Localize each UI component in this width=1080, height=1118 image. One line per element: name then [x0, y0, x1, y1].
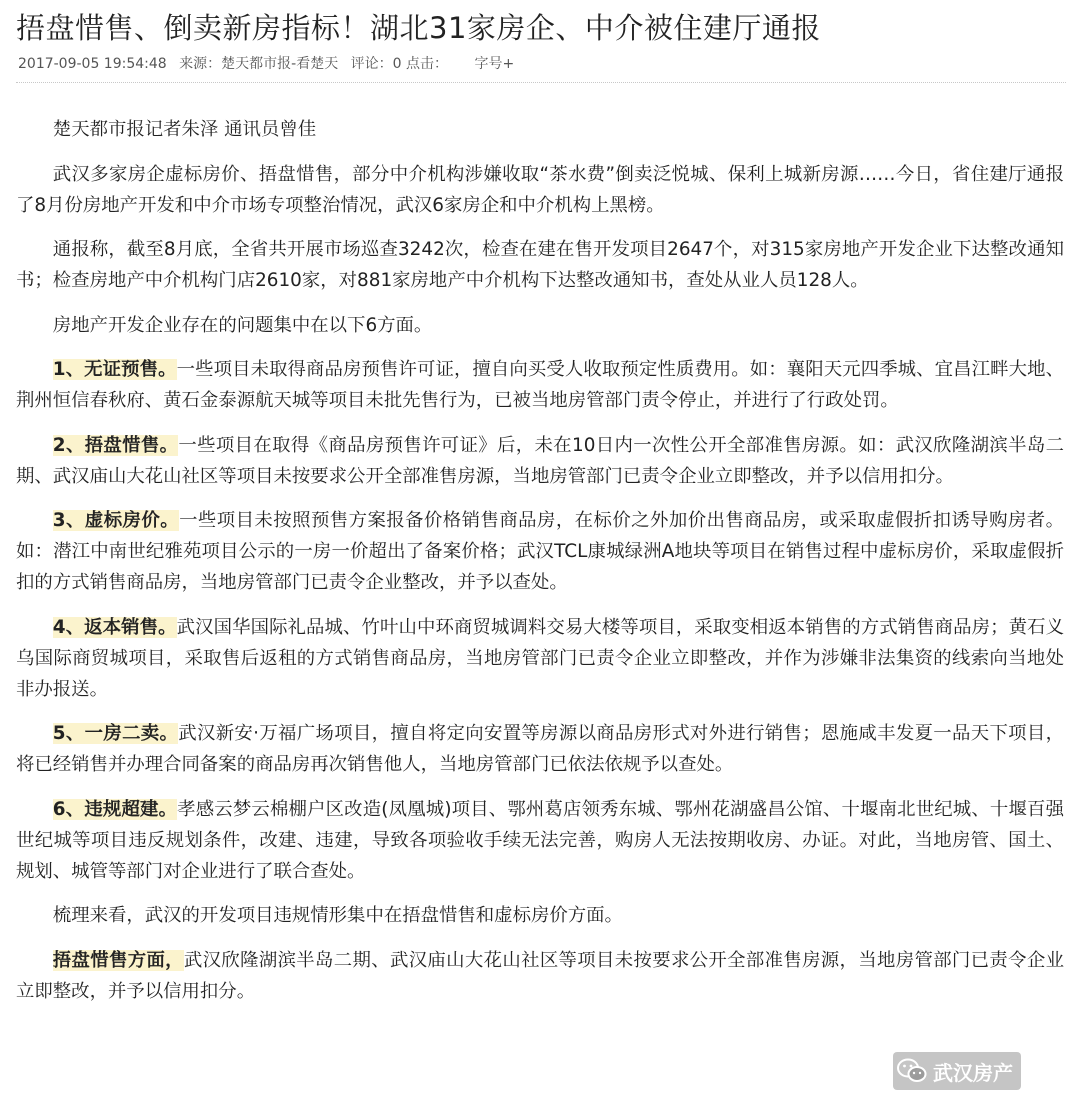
paragraph-issue-5: 5、一房二卖。武汉新安·万福广场项目，擅自将定向安置等房源以商品房形式对外进行销售；恩施咸丰发夏一品天下项目，将已经销售并办理合同备案的商品房再次销售他人，当地房管部门已依法依规予以查处。	[16, 723, 1065, 775]
paragraph-wuhan-summary: 梳理来看，武汉的开发项目违规情形集中在捂盘惜售和虚标房价方面。	[52, 905, 623, 926]
issue-heading: 捂盘惜售方面，	[52, 949, 184, 971]
font-size-button[interactable]: 字号+	[474, 56, 515, 72]
wechat-icon	[897, 1058, 927, 1084]
paragraph-issue-3: 3、虚标房价。一些项目未按照预售方案报备价格销售商品房，在标价之外加价出售商品房，或采取虚假折扣诱导购房者。如：潜江中南世纪雅苑项目公示的一房一价超出了备案价格；武汉TCL康城绿洲A地块等项目在销售过程中虚标房价，采取虚假折扣的方式销售商品房，当地房管部门已责令企业整改，并予以查处。	[16, 510, 1064, 593]
issue-heading: 4、返本销售。	[52, 616, 177, 638]
paragraph-issue-6: 6、违规超建。孝感云梦云棉棚户区改造(凤凰城)项目、鄂州葛店领秀东城、鄂州花湖盛昌公馆、十堰南北世纪城、十堰百强世纪城等项目违反规划条件，改建、违建，导致各项验收手续无法完善，购房人无法按期收房、办证。对此，当地房管、国土、规划、城管等部门对企业进行了联合查处。	[16, 798, 1065, 882]
article-body	[16, 114, 1064, 1020]
publish-datetime: 2017-09-05 19:54:48	[18, 56, 167, 72]
paragraph-issue-4: 4、返本销售。武汉国华国际礼品城、竹叶山中环商贸城调料交易大楼等项目，采取变相返本销售的方式销售商品房；黄石义乌国际商贸城项目，采取售后返租的方式销售商品房，当地房管部门已责令企业立即整改，并作为涉嫌非法集资的线索向当地处非办报送。	[16, 616, 1064, 700]
watermark-label: 武汉房产	[933, 1060, 1013, 1085]
paragraph-problem-summary: 房地产开发企业存在的问题集中在以下6方面。	[52, 314, 433, 336]
issue-heading: 6、违规超建。	[52, 798, 178, 820]
paragraph-intro: 武汉多家房企虚标房价、捂盘惜售，部分中介机构涉嫌收取“茶水费”倒卖泛悦城、保利上城新房源……今日，省住建厅通报了8月份房地产开发和中介市场专项整治情况，武汉6家房企和中介机构上黑榜。	[16, 163, 1064, 216]
issue-heading: 5、一房二卖。	[52, 723, 179, 744]
article-title: 捂盘惜售、倒卖新房指标！湖北31家房企、中介被住建厅通报	[16, 11, 821, 45]
issue-heading: 3、虚标房价。	[52, 510, 180, 531]
paragraph-byline: 楚天都市报记者朱泽 通讯员曾佳	[52, 119, 317, 140]
article-source: 来源：楚天都市报-看楚天	[179, 56, 339, 72]
comment-click-count: 评论：0 点击：	[350, 56, 449, 72]
article-meta	[18, 54, 522, 74]
paragraph-report-stats: 通报称，截至8月底，全省共开展市场巡查3242次，检查在建在售开发项目2647个，对315家房地产开发企业下达整改通知书；检查房地产中介机构门店2610家，对881家房地产中介机构下达整改通知书，查处从业人员128人。	[16, 239, 1064, 291]
meta-divider	[16, 82, 1066, 83]
paragraph-issue-1: 1、无证预售。一些项目未取得商品房预售许可证，擅自向买受人收取预定性质费用。如：襄阳天元四季城、宜昌江畔大地、荆州恒信春秋府、黄石金泰源航天城等项目未批先售行为，已被当地房管部门责令停止，并进行了行政处罚。	[16, 359, 1064, 411]
wechat-watermark	[893, 1052, 1021, 1090]
paragraph-issue-2: 2、捂盘惜售。一些项目在取得《商品房预售许可证》后，未在10日内一次性公开全部准售房源。如：武汉欣隆湖滨半岛二期、武汉庙山大花山社区等项目未按要求公开全部准售房源，当地房管部门已责令企业立即整改，并予以信用扣分。	[16, 434, 1064, 487]
issue-heading: 1、无证预售。	[52, 359, 177, 380]
issue-heading: 2、捂盘惜售。	[52, 434, 179, 456]
paragraph-wuhan-detail: 捂盘惜售方面，武汉欣隆湖滨半岛二期、武汉庙山大花山社区等项目未按要求公开全部准售房源，当地房管部门已责令企业立即整改，并予以信用扣分。	[16, 949, 1064, 1002]
